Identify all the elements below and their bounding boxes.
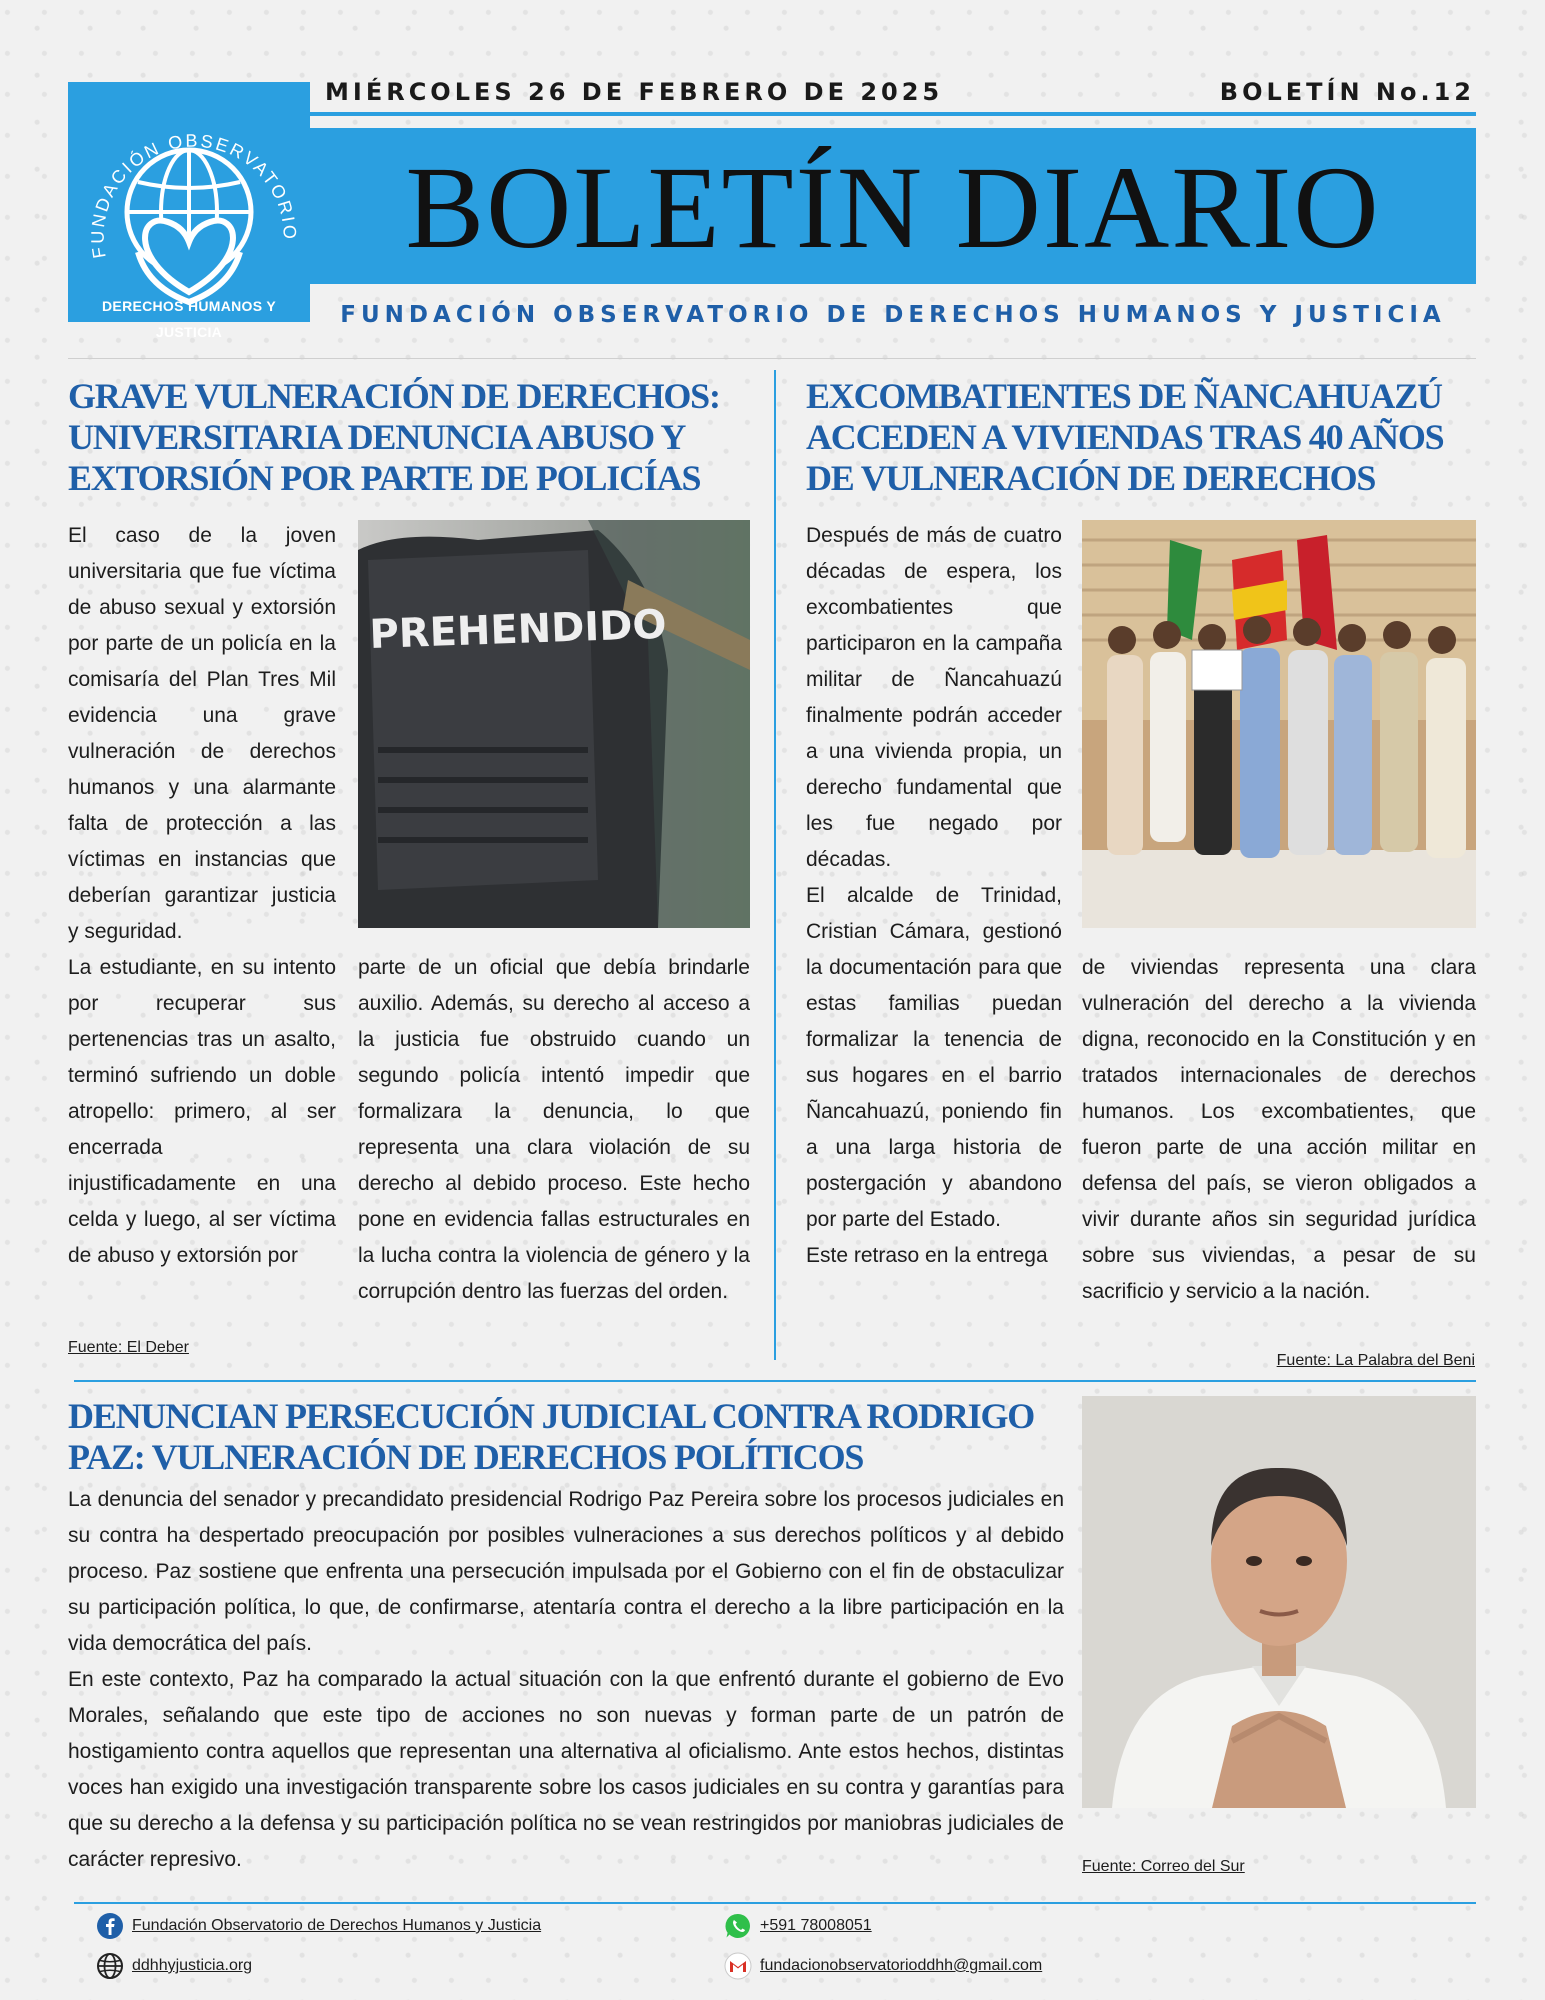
article1-paragraph: El caso de la joven universitaria que fue víctima de abuso sexual y extorsión por parte de un policía en la comisaría del Plan Tres Mil evidencia una grave vulneración de derechos humanos y una alarmante falta de protección a las víctimas en instancias que deberían garantizar justicia y seguridad.	[68, 524, 336, 943]
email-link[interactable]: fundacionobservatorioddhh@gmail.com	[760, 1957, 1043, 1974]
article2-paragraph: de viviendas representa una clara vulneración del derecho a la vivienda digna, reconocido en la Constitución y en tratados internacionales de derechos humanos. Los excombatientes, que fueron parte de una acción militar en defensa del país, se vieron obligados a vivir durante años sin seguridad jurídica sobre sus viviendas, a pesar de su sacrificio y servicio a la nación.	[1082, 956, 1476, 1303]
logo-emblem-icon	[68, 82, 310, 340]
issue-number: BOLETÍN No.12	[1219, 78, 1475, 106]
article2-photo	[1082, 520, 1476, 928]
column-divider	[774, 370, 776, 1360]
article2-paragraph: El alcalde de Trinidad, Cristian Cámara, gestionó la documentación para que estas familias puedan formalizar la tenencia de sus hogares en el barrio Ñancahuazú, poniendo fin a una larga historia de postergación y abandono por parte del Estado.	[806, 884, 1062, 1231]
globe-icon	[96, 1952, 124, 1980]
article1-source-link[interactable]: Fuente: El Deber	[68, 1339, 189, 1356]
article2-column1	[806, 518, 1062, 1318]
article3-paragraph: La denuncia del senador y precandidato presidencial Rodrigo Paz Pereira sobre los procesos judiciales en su contra ha despertado preocupación por posibles vulneraciones a sus derechos políticos y al debido proceso. Paz sostiene que enfrenta una persecución impulsada por el Gobierno con el fin de obstaculizar su participación política, lo que, de confirmarse, atentaría contra el derecho a la libre participación en la vida democrática del país.	[68, 1488, 1064, 1655]
facebook-icon	[96, 1912, 124, 1940]
footer-website[interactable]	[96, 1952, 252, 1980]
article1-paragraph: parte de un oficial que debía brindarle auxilio. Además, su derecho al acceso a la justicia fue obstruido cuando un segundo policía intentó impedir que formalizara la denuncia, lo que representa una clara violación de su derecho al debido proceso. Este hecho pone en evidencia fallas estructurales en la lucha contra la violencia de género y la corrupción dentro las fuerzas del orden.	[358, 956, 750, 1303]
footer-facebook[interactable]	[96, 1912, 541, 1940]
article1-column1	[68, 518, 336, 1318]
article1-headline: GRAVE VULNERACIÓN DE DERECHOS: UNIVERSITARIA DENUNCIA ABUSO Y EXTORSIÓN POR PARTE DE POLICÍAS	[68, 376, 720, 498]
footer-rule	[74, 1902, 1476, 1904]
article1-column2	[358, 950, 750, 1320]
article3-photo	[1082, 1396, 1476, 1808]
article2-headline: EXCOMBATIENTES DE ÑANCAHUAZÚ ACCEDEN A VIVIENDAS TRAS 40 AÑOS DE VULNERACIÓN DE DERECHOS	[806, 376, 1444, 498]
organization-subtitle: FUNDACIÓN OBSERVATORIO DE DERECHOS HUMANOS Y JUSTICIA	[340, 302, 1446, 328]
facebook-link[interactable]: Fundación Observatorio de Derechos Humanos y Justicia	[132, 1917, 542, 1934]
footer-email[interactable]	[724, 1952, 1042, 1980]
masthead-title: BOLETÍN DIARIO	[405, 142, 1381, 273]
logo	[68, 82, 310, 340]
article2-paragraph: Después de más de cuatro décadas de espera, los excombatientes que participaron en la campaña militar de Ñancahuazú finalmente podrán acceder a una vivienda propia, un derecho fundamental que les fue negado por décadas.	[806, 524, 1062, 871]
logo-footer-text: DERECHOS HUMANOS Y JUSTICIA	[102, 298, 276, 340]
article3-source-link[interactable]: Fuente: Correo del Sur	[1082, 1858, 1245, 1875]
header-divider	[68, 358, 1476, 359]
vest-text: PREHENDIDO	[368, 601, 668, 658]
website-link[interactable]: ddhhyjusticia.org	[132, 1957, 253, 1974]
header-rule	[310, 112, 1476, 116]
article1-photo	[358, 520, 750, 928]
footer-whatsapp[interactable]	[724, 1912, 872, 1940]
article3-body	[68, 1482, 1064, 1882]
article3-headline: DENUNCIAN PERSECUCIÓN JUDICIAL CONTRA RODRIGO PAZ: VULNERACIÓN DE DERECHOS POLÍTICOS	[68, 1396, 1035, 1477]
article3-paragraph: En este contexto, Paz ha comparado la actual situación con la que enfrentó durante el gobierno de Evo Morales, señalando que este tipo de acciones no son nuevas y forman parte de un patrón de hostigamiento contra aquellos que representan una alternativa al oficialismo. Ante estos hechos, distintas voces han exigido una investigación transparente sobre los casos judiciales en su contra y garantías para que su derecho a la defensa y su participación política no se vean restringidos por maniobras judiciales de carácter represivo.	[68, 1668, 1064, 1871]
whatsapp-icon	[724, 1912, 752, 1940]
article2-paragraph: Este retraso en la entrega	[806, 1244, 1048, 1267]
article2-source-link[interactable]: Fuente: La Palabra del Beni	[1276, 1352, 1475, 1369]
svg-text:FUNDACIÓN OBSERVATORIO DE: FUNDACIÓN OBSERVATORIO	[87, 130, 300, 260]
whatsapp-link[interactable]: +591 78008051	[760, 1917, 872, 1934]
section-divider	[74, 1380, 1476, 1382]
gmail-icon	[724, 1952, 752, 1980]
article1-paragraph: La estudiante, en su intento por recuperar sus pertenencias tras un asalto, terminó sufriendo un doble atropello: primero, al ser encerrada injustificadamente en una celda y luego, al ser víctima de abuso y extorsión por	[68, 956, 336, 1267]
article2-column2	[1082, 950, 1476, 1320]
issue-date: MIÉRCOLES 26 DE FEBRERO DE 2025	[325, 78, 944, 106]
